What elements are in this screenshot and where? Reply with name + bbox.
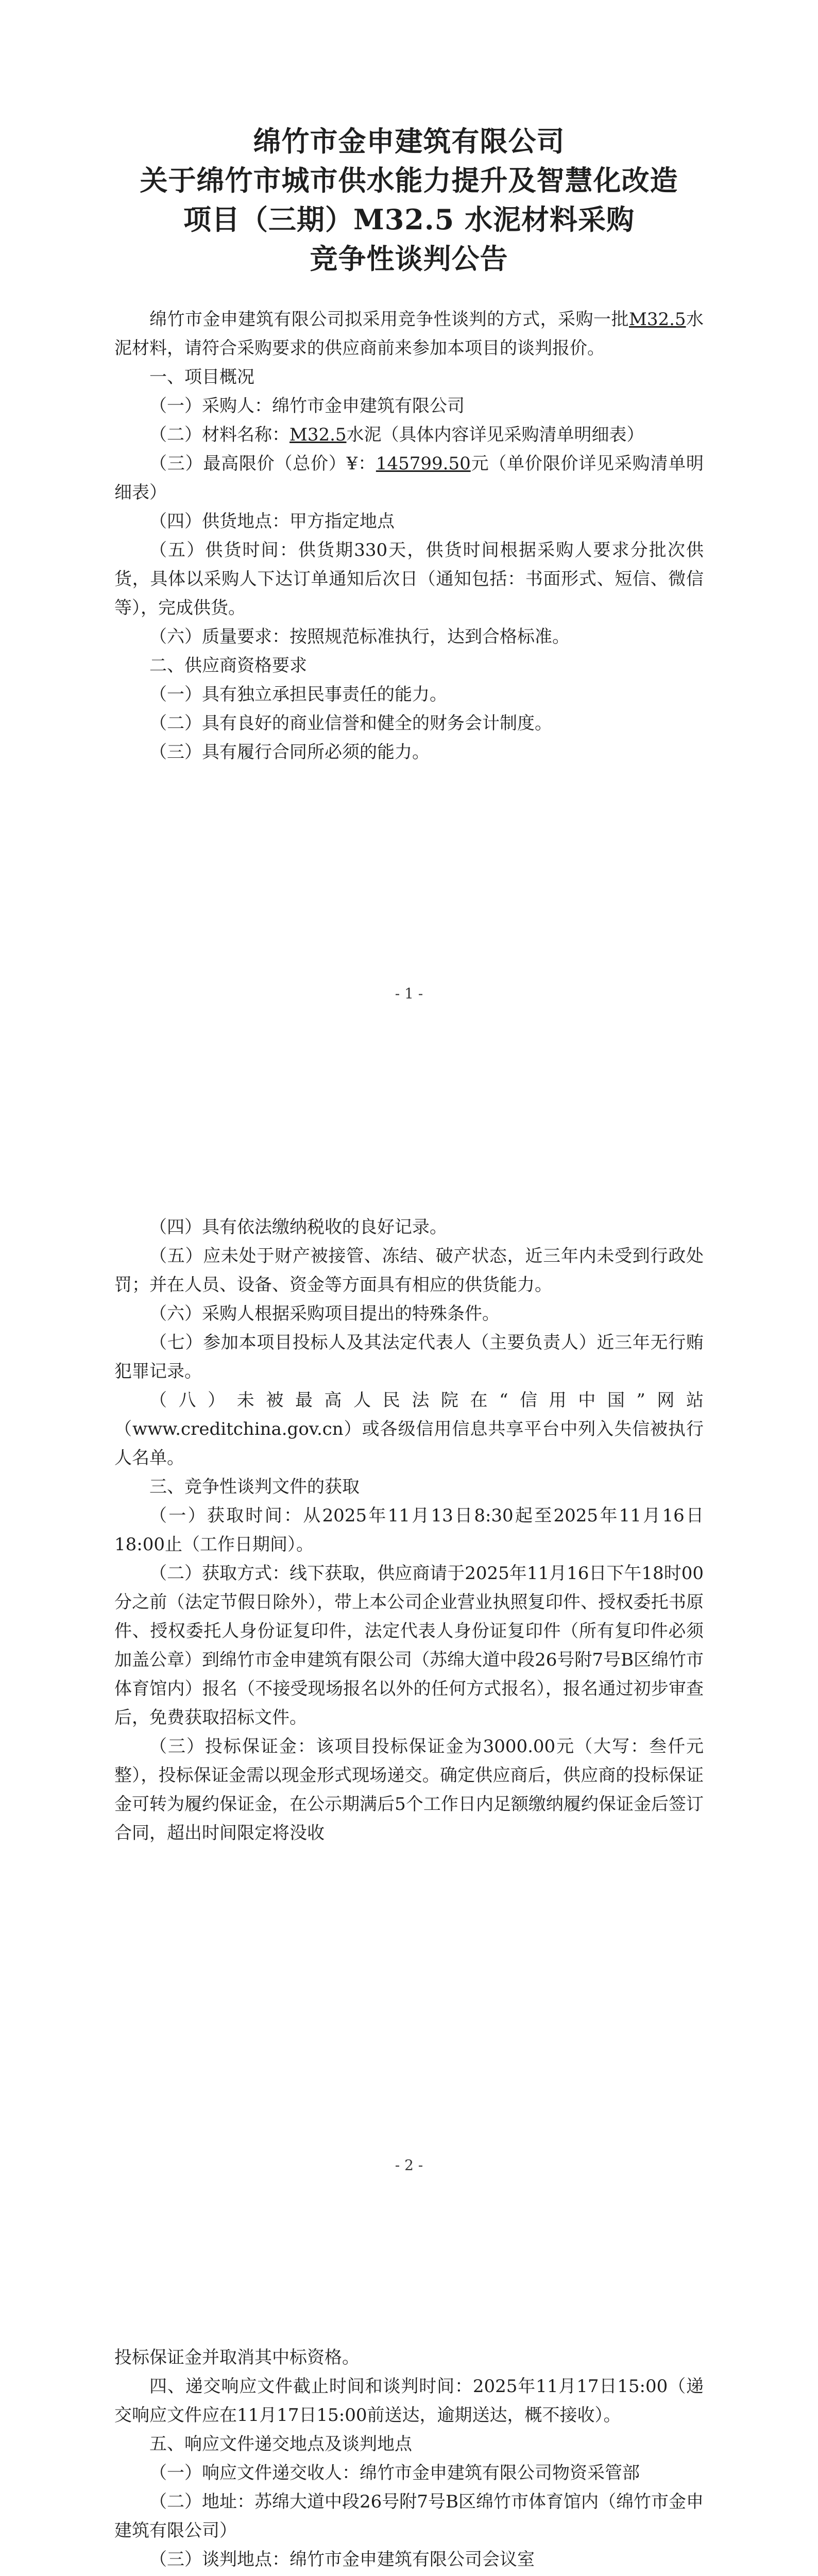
- negotiation-location: （三）谈判地点：绵竹市金申建筑有限公司会议室: [149, 2549, 535, 2570]
- qualification-6: （六）采购人根据采购项目提出的特殊条件。: [149, 1303, 500, 1324]
- max-price-value: 145799.50: [376, 453, 471, 474]
- document-page-3: [0, 2312, 818, 2576]
- intro-text-a: 绵竹市金申建筑有限公司拟采用竞争性谈判的方式，采购一批: [149, 309, 629, 330]
- document-page-1: [0, 0, 818, 1156]
- qualification-2: （二）具有良好的商业信誉和健全的财务会计制度。: [149, 713, 552, 734]
- obtain-method: （二）获取方式：线下获取，供应商请于2025年11月16日下午18时00分之前（法定节假日除外），带上本公司企业营业执照复印件、授权委托书原件、授权委托人身份证复印件，法定代表人身份证复印件（所有复印件必须加盖公章）到绵竹市金申建筑有限公司（苏绵大道中段26号附7号B区绵竹市体育馆内）报名（不接受现场报名以外的任何方式报名），报名通过初步审查后，免费获取招标文件。: [114, 1563, 704, 1728]
- max-price-line: [114, 449, 704, 507]
- delivery-location-line: （四）供货地点：甲方指定地点: [149, 511, 395, 532]
- announcement-title: [0, 122, 818, 278]
- page-1-body: [114, 305, 704, 767]
- section-heading-4: 四、递交响应文件截止时间和谈判时间：2025年11月17日15:00（递交响应文件应在11月17日15:00前送达，逾期送达，概不接收）。: [114, 2376, 704, 2426]
- qualification-4: （四）具有依法缴纳税收的良好记录。: [149, 1217, 447, 1238]
- bid-deposit: （三）投标保证金：该项目投标保证金为3000.00元（大写：叁仟元整），投标保证金需以现金形式现场递交。确定供应商后，供应商的投标保证金可转为履约保证金，在公示期满后5个工作日内足额缴纳履约保证金后签订合同，超出时间限定将没收: [114, 1736, 704, 1843]
- material-name-label: （二）材料名称：: [149, 425, 289, 445]
- intro-paragraph: [114, 305, 704, 363]
- section-heading-1: 一、项目概况: [149, 367, 254, 387]
- intro-material-code: M32.5: [629, 309, 686, 330]
- title-line-4: 竞争性谈判公告: [310, 242, 508, 275]
- material-name-line: [114, 420, 704, 449]
- qualification-1: （一）具有独立承担民事责任的能力。: [149, 684, 447, 705]
- document-page-2: [0, 1156, 818, 2312]
- section-heading-3: 三、竞争性谈判文件的获取: [149, 1477, 360, 1497]
- obtain-time: （一）获取时间：从2025年11月13日8:30起至2025年11月16日18:00止（工作日期间）。: [114, 1505, 704, 1555]
- qualification-7: （七）参加本项目投标人及其法定代表人（主要负责人）近三年无行贿犯罪记录。: [114, 1332, 704, 1382]
- section-heading-5: 五、响应文件递交地点及谈判地点: [149, 2434, 412, 2454]
- section-heading-2: 二、供应商资格要求: [149, 655, 307, 676]
- purchaser-line: （一）采购人：绵竹市金申建筑有限公司: [149, 396, 465, 416]
- title-line-2: 关于绵竹市城市供水能力提升及智慧化改造: [140, 164, 678, 197]
- page-number-1: - 1 -: [395, 985, 423, 1002]
- submission-address: （二）地址：苏绵大道中段26号附7号B区绵竹市体育馆内（绵竹市金申建筑有限公司）: [114, 2492, 704, 2541]
- material-name-rest: 水泥（具体内容详见采购清单明细表）: [346, 425, 644, 445]
- max-price-rest: 元（单价限价详见采购清单明细表）: [114, 453, 704, 503]
- section-heading-6: [114, 2574, 704, 2576]
- deposit-continuation: 投标保证金并取消其中标资格。: [114, 2347, 360, 2368]
- page-number-2: - 2 -: [395, 2157, 423, 2174]
- title-line-3: 项目（三期）M32.5 水泥材料采购: [183, 203, 635, 236]
- quality-line: （六）质量要求：按照规范标准执行，达到合格标准。: [149, 626, 570, 647]
- delivery-time-line: （五）供货时间：供货期330天，供货时间根据采购人要求分批次供货，具体以采购人下达订单通知后次日（通知包括：书面形式、短信、微信等），完成供货。: [114, 540, 704, 618]
- title-line-1: 绵竹市金申建筑有限公司: [253, 125, 565, 158]
- page-2-body: [114, 1213, 704, 1848]
- qualification-8: （八）未被最高人民法院在“信用中国”网站（www.creditchina.gov.cn）或各级信用信息共享平台中列入失信被执行人名单。: [114, 1390, 704, 1468]
- intro-text-b: 水泥材料，请符合采购要求的供应商前来参加本项目的谈判报价。: [114, 309, 704, 359]
- page-3-body: [114, 2343, 704, 2576]
- material-name-code: M32.5: [289, 425, 347, 445]
- submission-receiver: （一）响应文件递交收人：绵竹市金申建筑有限公司物资采管部: [149, 2463, 640, 2483]
- qualification-3: （三）具有履行合同所必须的能力。: [149, 742, 430, 762]
- max-price-label: （三）最高限价（总价）¥：: [149, 453, 376, 474]
- qualification-5: （五）应未处于财产被接管、冻结、破产状态，近三年内未受到行政处罚；并在人员、设备、资金等方面具有相应的供货能力。: [114, 1246, 704, 1295]
